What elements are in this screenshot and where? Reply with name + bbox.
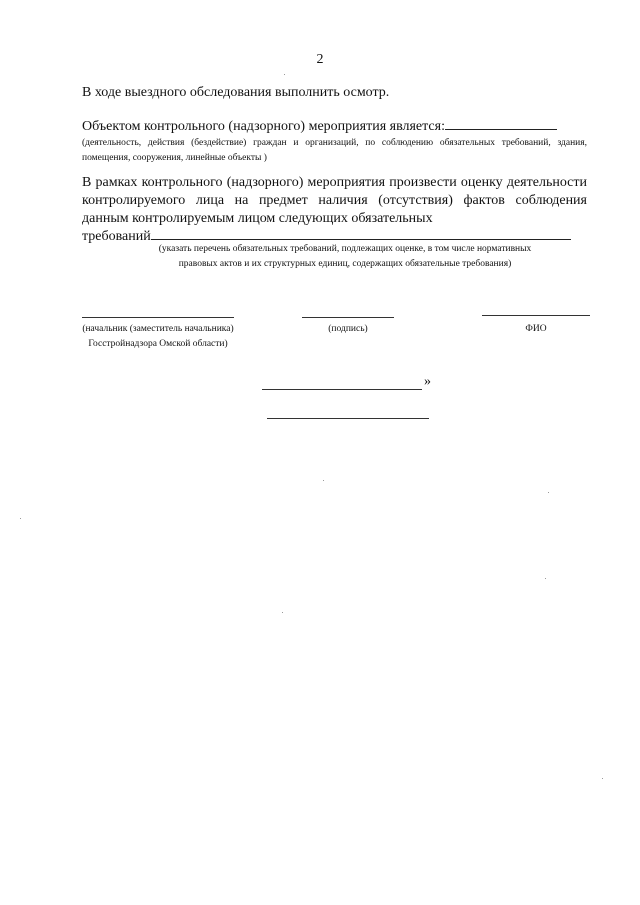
extra-line[interactable]: [267, 418, 429, 419]
position-signature-line[interactable]: [82, 317, 234, 318]
object-line: [82, 119, 557, 135]
evaluation-text: В рамках контрольного (надзорного) мероприятия произвести оценку деятельности контролируемого лица на предмет наличия (отсутствия) фактов соблюдения данным контролируемым лицом следующих обязательных: [82, 175, 587, 226]
name-label: ФИО: [525, 324, 547, 334]
scan-speck: [323, 480, 324, 481]
signature-label: (подпись): [328, 324, 368, 334]
signature-line[interactable]: [302, 317, 394, 318]
scan-speck: [548, 492, 549, 493]
scan-speck: [602, 778, 603, 779]
scan-speck: [284, 74, 285, 75]
scan-speck: [545, 578, 546, 579]
object-label: Объектом контрольного (надзорного) мероприятия является:: [82, 119, 445, 134]
object-hint: (деятельность, действия (бездействие) граждан и организаций, по соблюдению обязательных требований, здания, помещения, сооружения, линейные объекты ): [82, 138, 587, 163]
visit-sentence: В ходе выездного обследования выполнить осмотр.: [82, 85, 390, 100]
object-blank-field[interactable]: [445, 129, 557, 130]
requirements-hint: (указать перечень обязательных требований, подлежащих оценке, в том числе нормативных правовых актов и их структурных единиц, содержащих обязательные требования): [158, 244, 532, 269]
page-number: 2: [316, 52, 324, 67]
scan-speck: [282, 612, 283, 613]
name-signature-line[interactable]: [482, 315, 590, 316]
date-line[interactable]: [262, 389, 422, 390]
date-closing-quote: »: [424, 374, 431, 389]
requirements-word: требований: [82, 229, 151, 244]
evaluation-paragraph: [82, 174, 587, 246]
scan-speck: [20, 518, 21, 519]
position-label: (начальник (заместитель начальника) Госстройнадзора Омской области): [82, 324, 234, 349]
requirements-blank-field[interactable]: [151, 239, 571, 240]
